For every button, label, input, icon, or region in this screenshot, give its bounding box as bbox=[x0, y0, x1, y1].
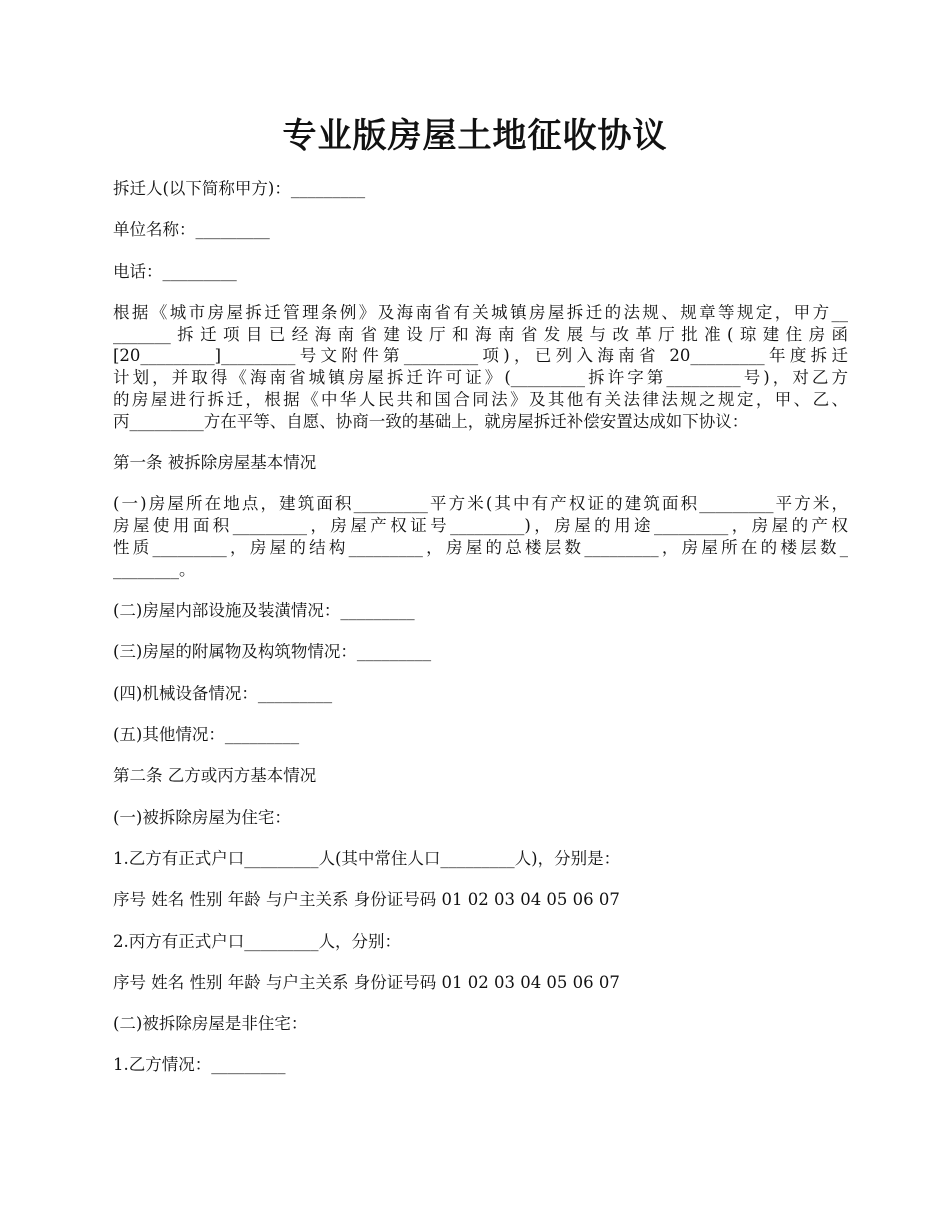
article-1-item-1-line: 性质_________，房屋的结构_________，房屋的总楼层数_________，房屋所在的楼层数_ bbox=[113, 538, 848, 558]
article-2-item-1-2: 2.丙方有正式户口_________人，分别： bbox=[113, 931, 401, 951]
household-table-header-2: 序号 姓名 性别 年龄 与户主关系 身份证号码 01 02 03 04 05 06 07 bbox=[113, 972, 620, 992]
article-1-item-4: (四)机械设备情况：_________ bbox=[113, 683, 333, 703]
party-a-line: 拆迁人(以下简称甲方)：_________ bbox=[113, 179, 366, 198]
article-2-heading: 第二条 乙方或丙方基本情况 bbox=[113, 766, 317, 786]
preamble-paragraph bbox=[113, 302, 848, 433]
document-title: 专业版房屋土地征收协议 bbox=[282, 116, 668, 156]
article-1-item-5: (五)其他情况：_________ bbox=[113, 725, 300, 745]
article-1-item-1-line: 房屋使用面积_________，房屋产权证号_________)，房屋的用途_________，房屋的产权 bbox=[113, 516, 848, 536]
unit-name-line: 单位名称：_________ bbox=[113, 220, 270, 240]
article-1-item-3: (三)房屋的附属物及构筑物情况：_________ bbox=[113, 642, 432, 662]
article-1-item-1-line: (一)房屋所在地点，建筑面积_________平方米(其中有产权证的建筑面积_________平方米， bbox=[113, 494, 848, 514]
article-1-item-1 bbox=[113, 493, 848, 580]
article-2-item-1-1: 1.乙方有正式户口_________人(其中常住人口_________人)，分别是： bbox=[113, 848, 621, 868]
preamble-line: 丙_________方在平等、自愿、协商一致的基础上，就房屋拆迁补偿安置达成如下协议： bbox=[113, 411, 749, 431]
article-2-item-2: (二)被拆除房屋是非住宅： bbox=[113, 1014, 308, 1034]
document-body bbox=[113, 178, 848, 1096]
preamble-line: 根据《城市房屋拆迁管理条例》及海南省有关城镇房屋拆迁的法规、规章等规定，甲方__ bbox=[113, 302, 848, 322]
article-1-item-1-line: ________。 bbox=[113, 559, 196, 579]
article-2-item-2-1: 1.乙方情况：_________ bbox=[113, 1055, 286, 1075]
phone-line: 电话：_________ bbox=[113, 261, 237, 281]
article-2-item-1: (一)被拆除房屋为住宅： bbox=[113, 807, 291, 827]
preamble-line: _______拆迁项目已经海南省建设厅和海南省发展与改革厅批准(琼建住房函 bbox=[113, 324, 848, 344]
article-1-heading: 第一条 被拆除房屋基本情况 bbox=[113, 453, 317, 473]
household-table-header-1: 序号 姓名 性别 年龄 与户主关系 身份证号码 01 02 03 04 05 06 07 bbox=[113, 890, 620, 910]
preamble-line: 计划，并取得《海南省城镇房屋拆迁许可证》(_________拆许字第_________号)，对乙方 bbox=[113, 368, 848, 388]
article-1-item-2: (二)房屋内部设施及装潢情况：_________ bbox=[113, 601, 415, 621]
preamble-line: [20_________]_________号文附件第_________项)，已列入海南省 20_________年度拆迁 bbox=[113, 346, 848, 366]
preamble-line: 的房屋进行拆迁，根据《中华人民共和国合同法》及其他有关法律法规之规定，甲、乙、 bbox=[113, 390, 848, 410]
